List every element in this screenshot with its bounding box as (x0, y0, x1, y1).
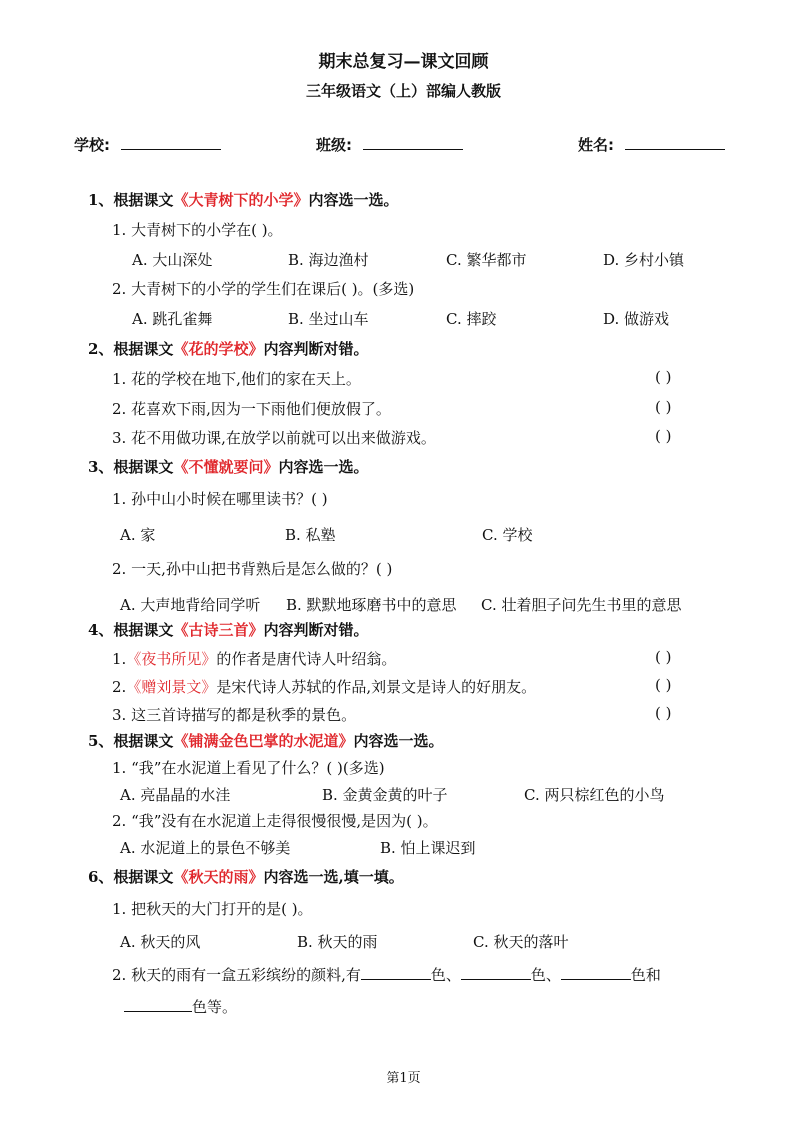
q5-sub1-option-a[interactable]: A. 亮晶晶的水洼 (120, 786, 231, 804)
question-5-suffix: 内容选一选。 (353, 732, 444, 750)
question-1-prefix: 1、根据课文 (88, 191, 174, 209)
question-5-heading (88, 730, 443, 751)
question-2-suffix: 内容判断对错。 (263, 340, 369, 358)
q6-sub1: 1. 把秋天的大门打开的是( )。 (112, 900, 313, 918)
q2-item-2: 2. 花喜欢下雨,因为一下雨他们便放假了。 (112, 400, 391, 418)
q6-sub1-option-c[interactable]: C. 秋天的落叶 (473, 933, 569, 951)
q6-sub2-text-e: 色等。 (192, 998, 238, 1016)
question-1-suffix: 内容选一选。 (308, 191, 399, 209)
question-4-prefix: 4、根据课文 (88, 621, 174, 639)
school-blank[interactable] (121, 135, 221, 150)
q5-sub1-option-c[interactable]: C. 两只棕红色的小鸟 (524, 786, 665, 804)
name-blank[interactable] (625, 135, 725, 150)
q4-item-2-answer[interactable]: ( ) (655, 676, 672, 694)
school-label: 学校: (74, 136, 110, 154)
q1-sub2-option-b[interactable]: B. 坐过山车 (288, 310, 369, 328)
q6-sub1-option-a[interactable]: A. 秋天的风 (120, 933, 201, 951)
q1-sub2-option-d[interactable]: D. 做游戏 (603, 310, 670, 328)
color-blank-2[interactable] (461, 966, 531, 980)
q5-sub2-option-b[interactable]: B. 怕上课迟到 (380, 839, 476, 857)
q2-item-3: 3. 花不用做功课,在放学以前就可以出来做游戏。 (112, 429, 436, 447)
q4-item-2 (112, 676, 536, 697)
q1-sub2-option-c[interactable]: C. 摔跤 (446, 310, 497, 328)
q3-sub1-option-b[interactable]: B. 私塾 (285, 526, 336, 544)
q3-sub2-option-b[interactable]: B. 默默地琢磨书中的意思 (286, 596, 457, 614)
name-field (578, 134, 725, 155)
question-3-lesson: 《不懂就要问》 (173, 458, 279, 476)
q6-sub2-text-a: 2. 秋天的雨有一盒五彩缤纷的颜料,有 (112, 966, 361, 984)
color-blank-1[interactable] (361, 966, 431, 980)
q4-item-1-number: 1. (112, 650, 127, 668)
q4-item-2-poem: 《赠刘景文》 (126, 678, 217, 696)
q3-sub2-option-a[interactable]: A. 大声地背给同学听 (120, 596, 261, 614)
q4-item-1-poem: 《夜书所见》 (126, 650, 217, 668)
question-4-heading (88, 619, 368, 640)
q1-sub1-option-d[interactable]: D. 乡村小镇 (603, 251, 685, 269)
q1-sub2: 2. 大青树下的小学的学生们在课后( )。(多选) (112, 280, 415, 298)
q4-item-2-text: 是宋代诗人苏轼的作品,刘景文是诗人的好朋友。 (216, 678, 537, 696)
question-1-heading (88, 189, 398, 210)
q1-sub1-option-a[interactable]: A. 大山深处 (132, 251, 213, 269)
question-5-lesson: 《铺满金色巴掌的水泥道》 (173, 732, 354, 750)
question-6-prefix: 6、根据课文 (88, 868, 174, 886)
q4-item-2-number: 2. (112, 678, 127, 696)
question-6-heading (88, 866, 404, 887)
q4-item-3-answer[interactable]: ( ) (655, 704, 672, 722)
class-label: 班级: (316, 136, 352, 154)
question-3-suffix: 内容选一选。 (278, 458, 369, 476)
question-2-prefix: 2、根据课文 (88, 340, 174, 358)
q3-sub2: 2. 一天,孙中山把书背熟后是怎么做的？( ) (112, 560, 393, 578)
q6-sub2-text-d: 色和 (630, 966, 661, 984)
q5-sub2-option-a[interactable]: A. 水泥道上的景色不够美 (120, 839, 291, 857)
q2-item-2-answer[interactable]: ( ) (655, 398, 672, 416)
q1-sub1-option-c[interactable]: C. 繁华都市 (446, 251, 527, 269)
q3-sub2-option-c[interactable]: C. 壮着胆子问先生书里的意思 (481, 596, 682, 614)
q5-sub1: 1. “我”在水泥道上看见了什么？( )(多选) (112, 759, 385, 777)
question-3-heading (88, 456, 368, 477)
q4-item-3: 3. 这三首诗描写的都是秋季的景色。 (112, 706, 357, 724)
q3-sub1: 1. 孙中山小时候在哪里读书？( ) (112, 490, 328, 508)
q1-sub2-option-a[interactable]: A. 跳孔雀舞 (132, 310, 213, 328)
q4-item-1 (112, 648, 396, 669)
question-4-lesson: 《古诗三首》 (173, 621, 264, 639)
q2-item-3-answer[interactable]: ( ) (655, 427, 672, 445)
q4-item-1-text: 的作者是唐代诗人叶绍翁。 (216, 650, 397, 668)
question-2-heading (88, 338, 368, 359)
question-6-suffix: 内容选一选,填一填。 (263, 868, 404, 886)
q2-item-1-answer[interactable]: ( ) (655, 368, 672, 386)
q4-item-1-answer[interactable]: ( ) (655, 648, 672, 666)
q2-item-1: 1. 花的学校在地下,他们的家在天上。 (112, 370, 361, 388)
color-blank-4[interactable] (124, 998, 192, 1012)
name-label: 姓名: (578, 136, 614, 154)
q6-sub2-line2 (124, 996, 237, 1017)
q6-sub2-line1 (112, 964, 661, 985)
class-field (316, 134, 463, 155)
q3-sub1-option-a[interactable]: A. 家 (120, 526, 156, 544)
page-number: 第1页 (386, 1071, 421, 1086)
q6-sub2-text-c: 色、 (530, 966, 561, 984)
q6-sub1-option-b[interactable]: B. 秋天的雨 (297, 933, 378, 951)
q1-sub1-option-b[interactable]: B. 海边渔村 (288, 251, 369, 269)
q3-sub1-option-c[interactable]: C. 学校 (482, 526, 533, 544)
q5-sub1-option-b[interactable]: B. 金黄金黄的叶子 (322, 786, 448, 804)
page-subtitle: 三年级语文（上）部编人教版 (305, 82, 501, 100)
color-blank-3[interactable] (561, 966, 631, 980)
class-blank[interactable] (363, 135, 463, 150)
question-1-lesson: 《大青树下的小学》 (173, 191, 309, 209)
q6-sub2-text-b: 色、 (430, 966, 461, 984)
school-field (74, 134, 221, 155)
page-title: 期末总复习—课文回顾 (318, 52, 489, 72)
question-3-prefix: 3、根据课文 (88, 458, 174, 476)
question-2-lesson: 《花的学校》 (173, 340, 264, 358)
question-5-prefix: 5、根据课文 (88, 732, 174, 750)
q1-sub1: 1. 大青树下的小学在( )。 (112, 221, 283, 239)
question-4-suffix: 内容判断对错。 (263, 621, 369, 639)
q5-sub2: 2. “我”没有在水泥道上走得很慢很慢,是因为( )。 (112, 812, 438, 830)
question-6-lesson: 《秋天的雨》 (173, 868, 264, 886)
